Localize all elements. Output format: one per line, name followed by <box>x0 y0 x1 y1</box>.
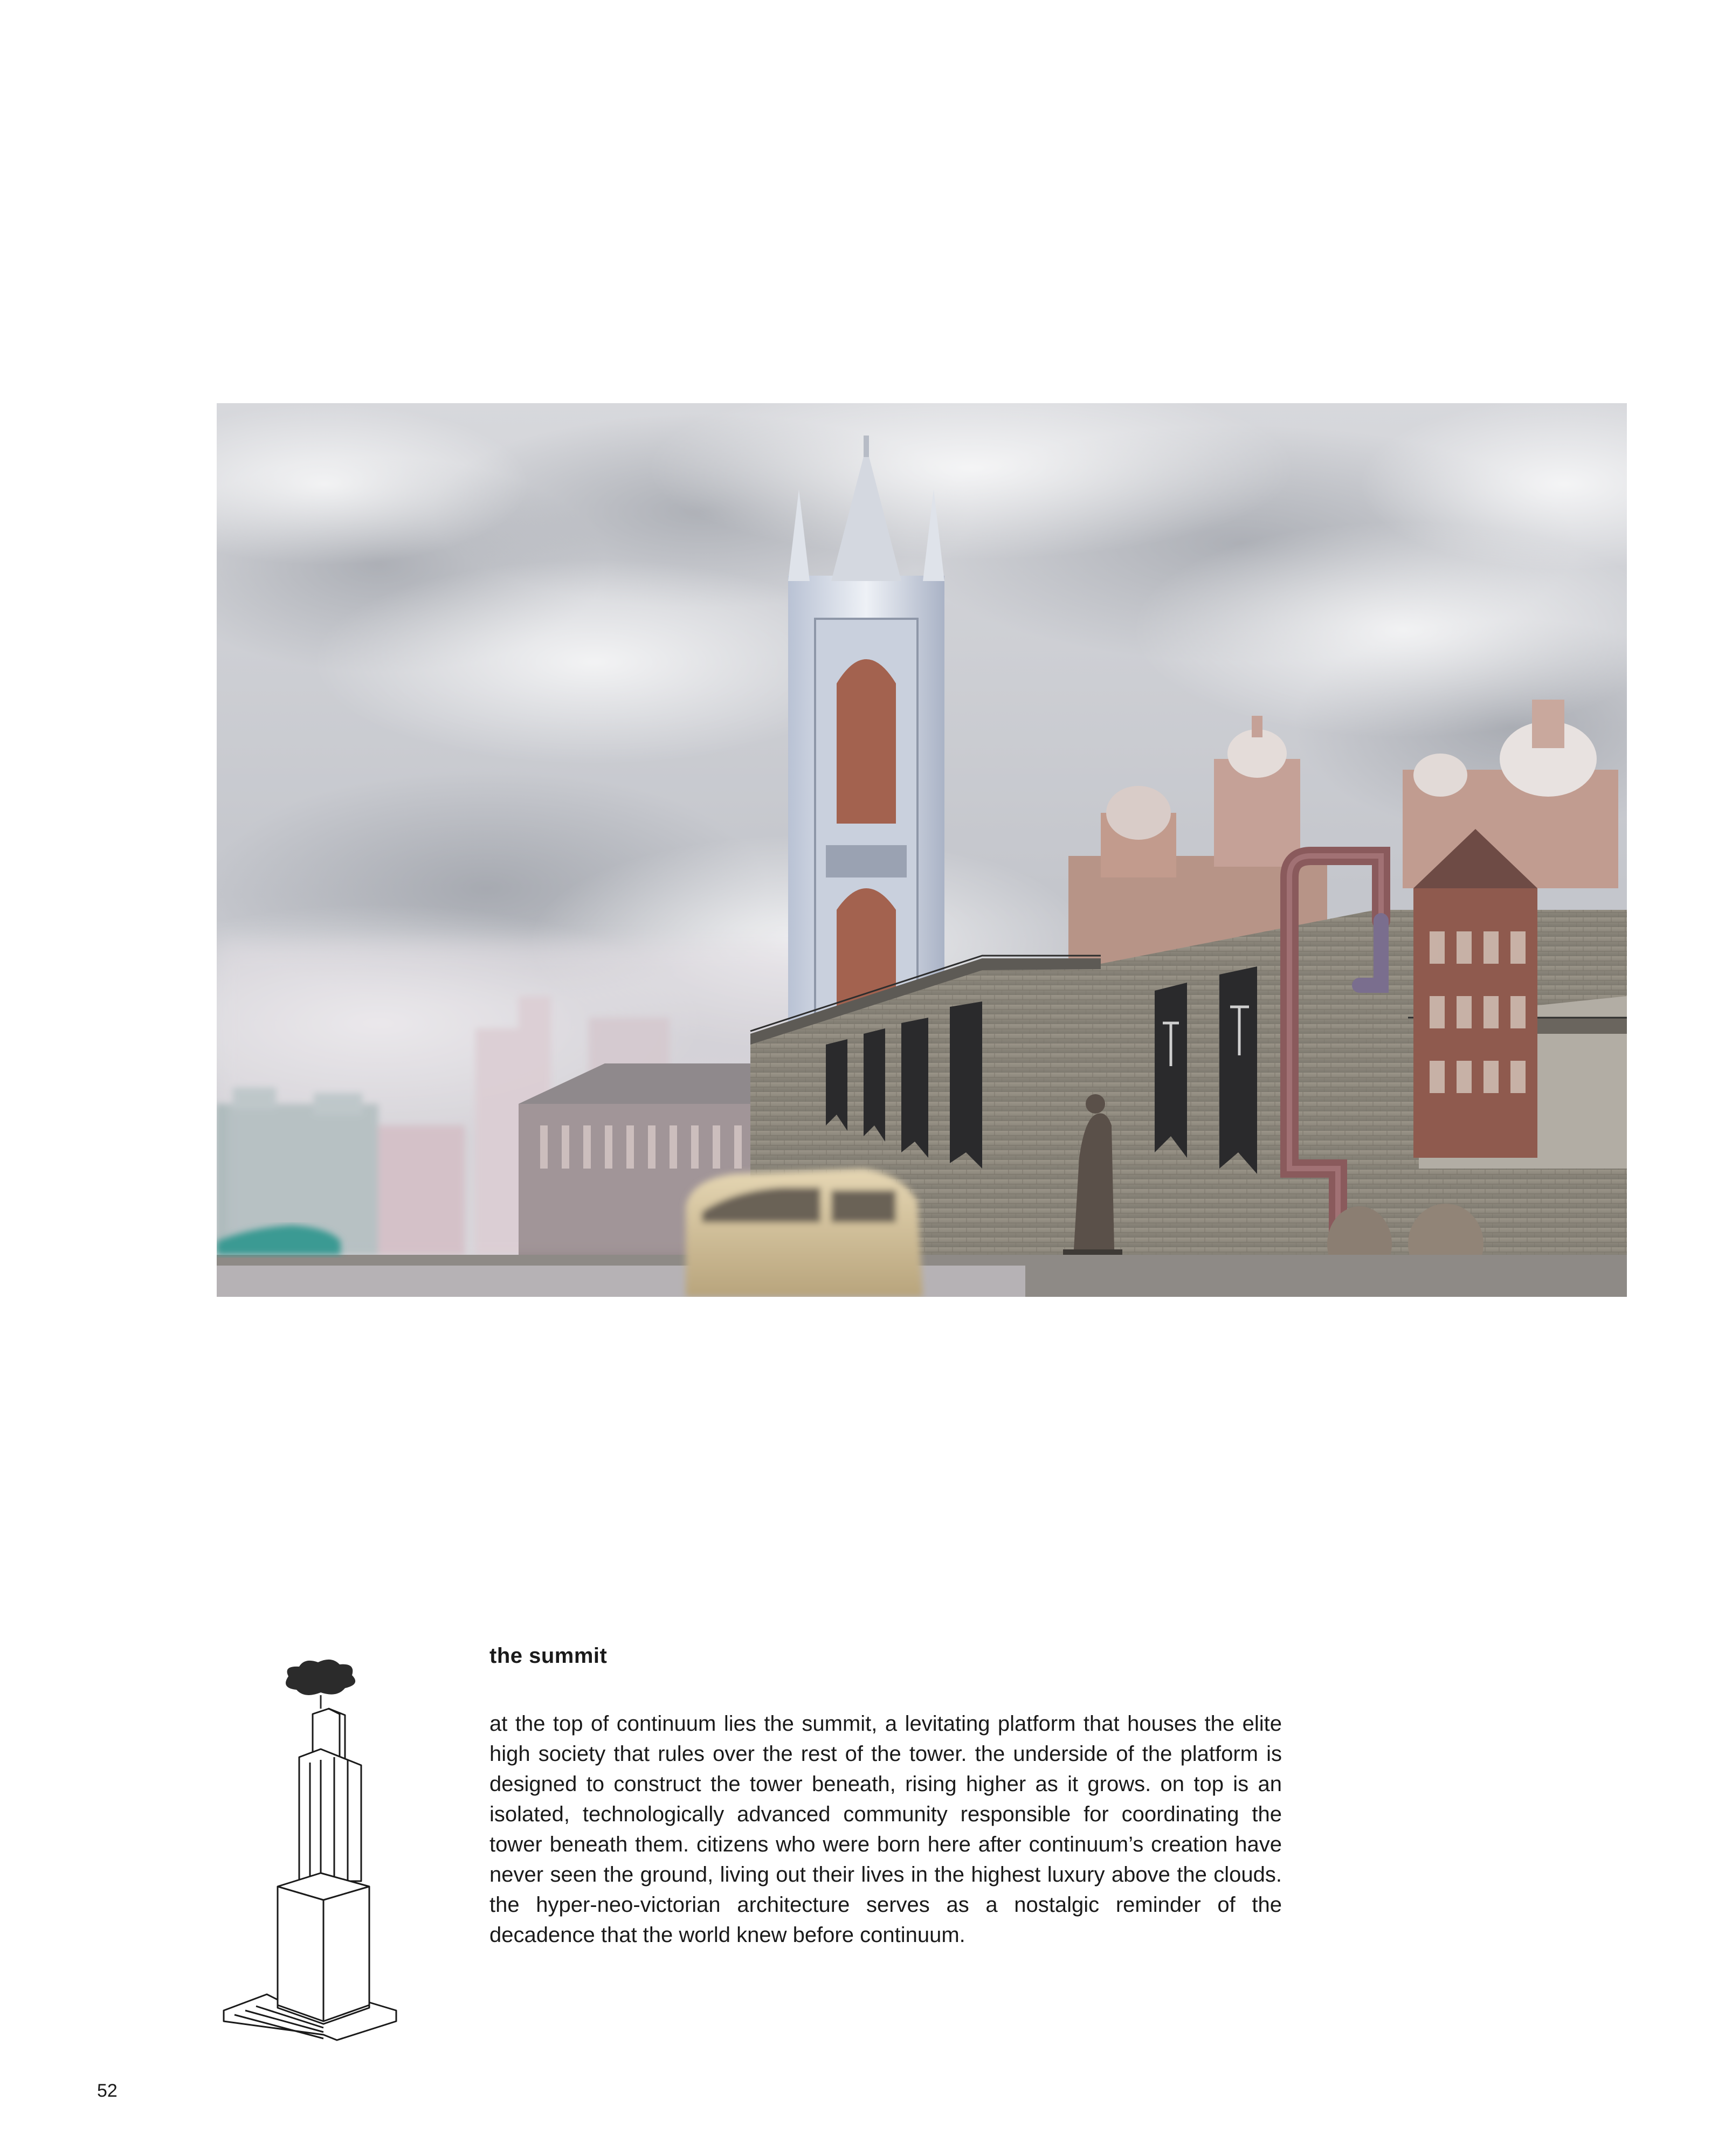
section-title: the summit <box>489 1644 608 1668</box>
summit-platform-blob <box>286 1660 355 1709</box>
summit-render-image <box>217 403 1627 1297</box>
section-body: at the top of continuum lies the summit, a levitating platform that houses the elite high society that rules over the rest of the tower. the underside of the platform is designed to construct the tower beneath, rising higher as it grows. on top is an isolated, technologically advanced community responsible for coordinating the tower beneath them. citizens who were born here after continuum’s creation have never seen the ground, living out their lives in the highest luxury above the clouds. the hyper-neo-victorian architecture serves as a nostalgic reminder of the decadence that the world knew before continuum. <box>489 1712 1282 1947</box>
tower-body <box>224 1709 396 2040</box>
summit-render-illustration <box>217 403 1627 1297</box>
vintage-car <box>686 1169 923 1297</box>
page-number: 52 <box>97 2081 118 2101</box>
tower-line-drawing <box>213 1655 423 2043</box>
axonometric-tower-diagram <box>213 1655 423 2043</box>
victorian-building <box>1413 829 1537 1158</box>
